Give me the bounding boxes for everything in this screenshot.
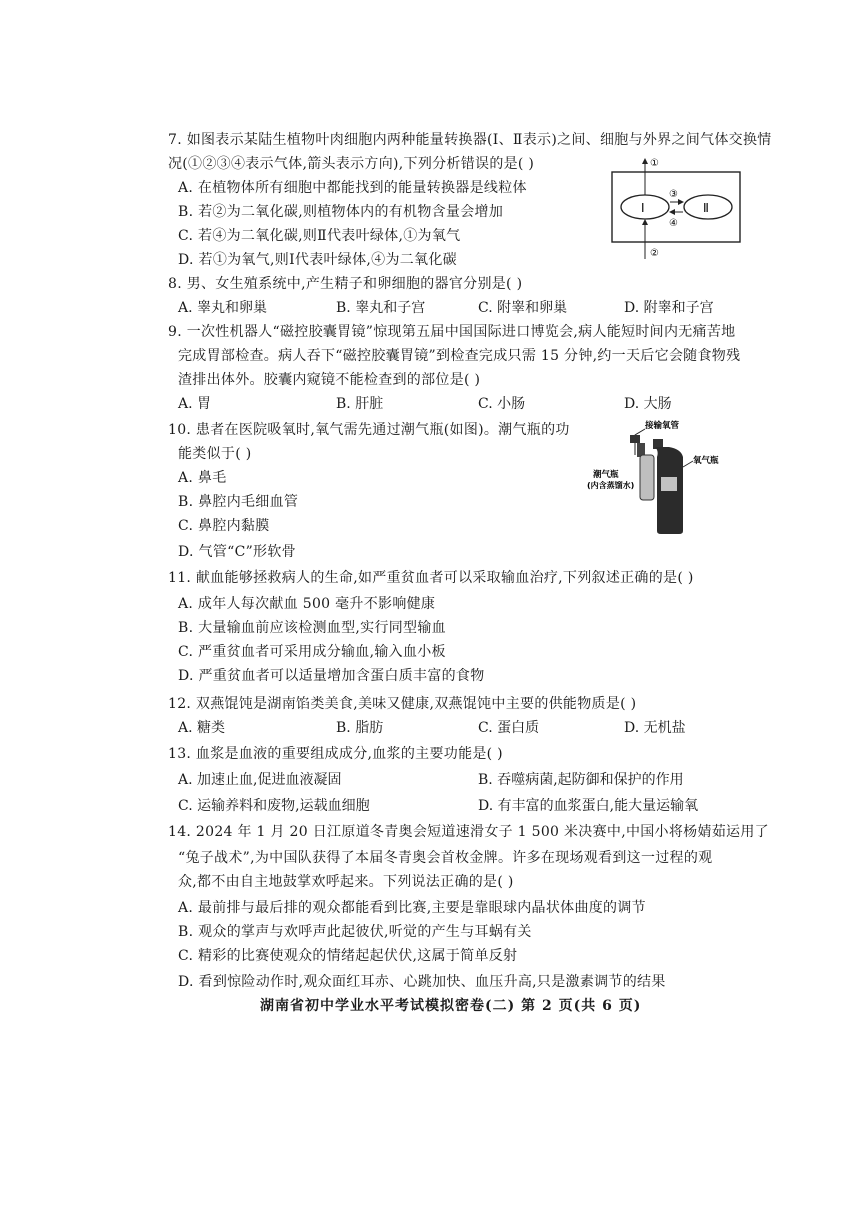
humidifier-note: (内含蒸馏水): [587, 481, 635, 490]
q13-option-b: B. 吞噬病菌,起防御和保护的作用: [478, 772, 684, 788]
q12-option-a: A. 糖类: [178, 720, 226, 736]
q11-option-a: A. 成年人每次献血 500 毫升不影响健康: [178, 596, 436, 612]
q7-stem-line2: 况(①②③④表示气体,箭头表示方向),下列分析错误的是( ): [168, 156, 535, 172]
label-2: ②: [650, 248, 659, 259]
q10-option-a: A. 鼻毛: [178, 470, 227, 486]
q10-option-b: B. 鼻腔内毛细血管: [178, 494, 299, 510]
q9-option-d: D. 大肠: [624, 396, 672, 412]
humidifier-bottle: [640, 455, 654, 500]
cylinder-label: 氧气瓶: [693, 456, 719, 466]
q13-option-a: A. 加速止血,促进血液凝固: [178, 772, 342, 788]
q7-option-b: B. 若②为二氧化碳,则植物体内的有机物含量会增加: [178, 204, 504, 220]
q9-option-a: A. 胃: [178, 396, 212, 412]
q9-stem-line1: 9. 一次性机器人“磁控胶囊胃镜”惊现第五届中国国际进口博览会,病人能短时间内无痛苦地: [168, 324, 736, 340]
q11-option-d: D. 严重贫血者可以适量增加含蛋白质丰富的食物: [178, 668, 485, 684]
cylinder-sticker: [661, 477, 677, 491]
q14-stem-line1: 14. 2024 年 1 月 20 日江原道冬青奥会短道速滑女子 1 500 米决赛中,中国小将杨婧茹运用了: [168, 824, 769, 840]
organelle-two-label: Ⅱ: [703, 201, 709, 215]
q12-option-c: C. 蛋白质: [478, 720, 540, 736]
q9-option-c: C. 小肠: [478, 396, 526, 412]
q8-option-d: D. 附睾和子宫: [624, 300, 714, 316]
q7-cell-diagram: [600, 155, 745, 265]
organelle-one: [621, 195, 669, 219]
label-4: ④: [669, 218, 678, 229]
q10-option-d: D. 气管“C”形软骨: [178, 544, 296, 560]
q14-option-c: C. 精彩的比赛使观众的情绪起起伏伏,这属于简单反射: [178, 948, 518, 964]
q13-option-d: D. 有丰富的血浆蛋白,能大量运输氧: [478, 798, 699, 814]
label-1: ①: [650, 158, 659, 169]
cylinder-leader: [683, 461, 693, 467]
q8-option-a: A. 睾丸和卵巢: [178, 300, 268, 316]
q7-option-d: D. 若①为氧气,则Ⅰ代表叶绿体,④为二氧化碳: [178, 252, 457, 268]
q14-option-b: B. 观众的掌声与欢呼声此起彼伏,听觉的产生与耳蜗有关: [178, 924, 532, 940]
q9-stem-line3: 渣排出体外。胶囊内窥镜不能检查到的部位是( ): [178, 372, 481, 388]
tube-label: 接输氧管: [645, 421, 680, 431]
organelle-one-label: Ⅰ: [641, 201, 645, 215]
q14-stem-line3: 众,都不由自主地鼓掌欢呼起来。下列说法正确的是( ): [178, 874, 514, 890]
q11-option-c: C. 严重贫血者可采用成分输血,输入血小板: [178, 644, 446, 660]
q10-stem-line1: 10. 患者在医院吸氧时,氧气需先通过潮气瓶(如图)。潮气瓶的功: [168, 422, 570, 438]
cell-outline: [612, 172, 740, 242]
q9-option-b: B. 肝脏: [336, 396, 384, 412]
q8-option-b: B. 睾丸和子宫: [336, 300, 426, 316]
q14-stem-line2: “兔子战术”,为中国队获得了本届冬青奥会首枚金牌。许多在现场观看到这一过程的观: [178, 850, 713, 866]
q14-option-d: D. 看到惊险动作时,观众面红耳赤、心跳加快、血压升高,只是激素调节的结果: [178, 974, 666, 990]
regulator: [630, 435, 640, 443]
q10-stem-line2: 能类似于( ): [178, 446, 252, 462]
q8-option-c: C. 附睾和卵巢: [478, 300, 568, 316]
q7-stem-line1: 7. 如图表示某陆生植物叶肉细胞内两种能量转换器(Ⅰ、Ⅱ表示)之间、细胞与外界之间气体交换情: [168, 132, 772, 148]
q11-stem: 11. 献血能够拯救病人的生命,如严重贫血者可以采取输血治疗,下列叙述正确的是( ): [168, 570, 694, 586]
humidifier-label: 潮气瓶: [593, 470, 619, 480]
q12-option-d: D. 无机盐: [624, 720, 686, 736]
q12-stem: 12. 双燕馄饨是湖南馅类美食,美味又健康,双燕馄饨中主要的供能物质是( ): [168, 696, 637, 712]
q10-option-c: C. 鼻腔内黏膜: [178, 518, 270, 534]
label-3: ③: [669, 189, 678, 200]
q13-stem: 13. 血浆是血液的重要组成成分,血浆的主要功能是( ): [168, 746, 503, 762]
q11-option-b: B. 大量输血前应该检测血型,实行同型输血: [178, 620, 446, 636]
q12-option-b: B. 脂肪: [336, 720, 384, 736]
q10-humidifier-figure: [585, 415, 735, 535]
q7-option-a: A. 在植物体所有细胞中都能找到的能量转换器是线粒体: [178, 180, 527, 196]
q9-stem-line2: 完成胃部检查。病人吞下“磁控胶囊胃镜”到检查完成只需 15 分钟,约一天后它会随食物残: [178, 348, 741, 364]
q8-stem: 8. 男、女生殖系统中,产生精子和卵细胞的器官分别是( ): [168, 276, 523, 292]
q7-option-c: C. 若④为二氧化碳,则Ⅱ代表叶绿体,①为氧气: [178, 228, 461, 244]
page-footer: 湖南省初中学业水平考试模拟密卷(二) 第 2 页(共 6 页): [260, 998, 642, 1014]
q13-option-c: C. 运输养料和废物,运载血细胞: [178, 798, 370, 814]
q14-option-a: A. 最前排与最后排的观众都能看到比赛,主要是靠眼球内晶状体曲度的调节: [178, 900, 646, 916]
